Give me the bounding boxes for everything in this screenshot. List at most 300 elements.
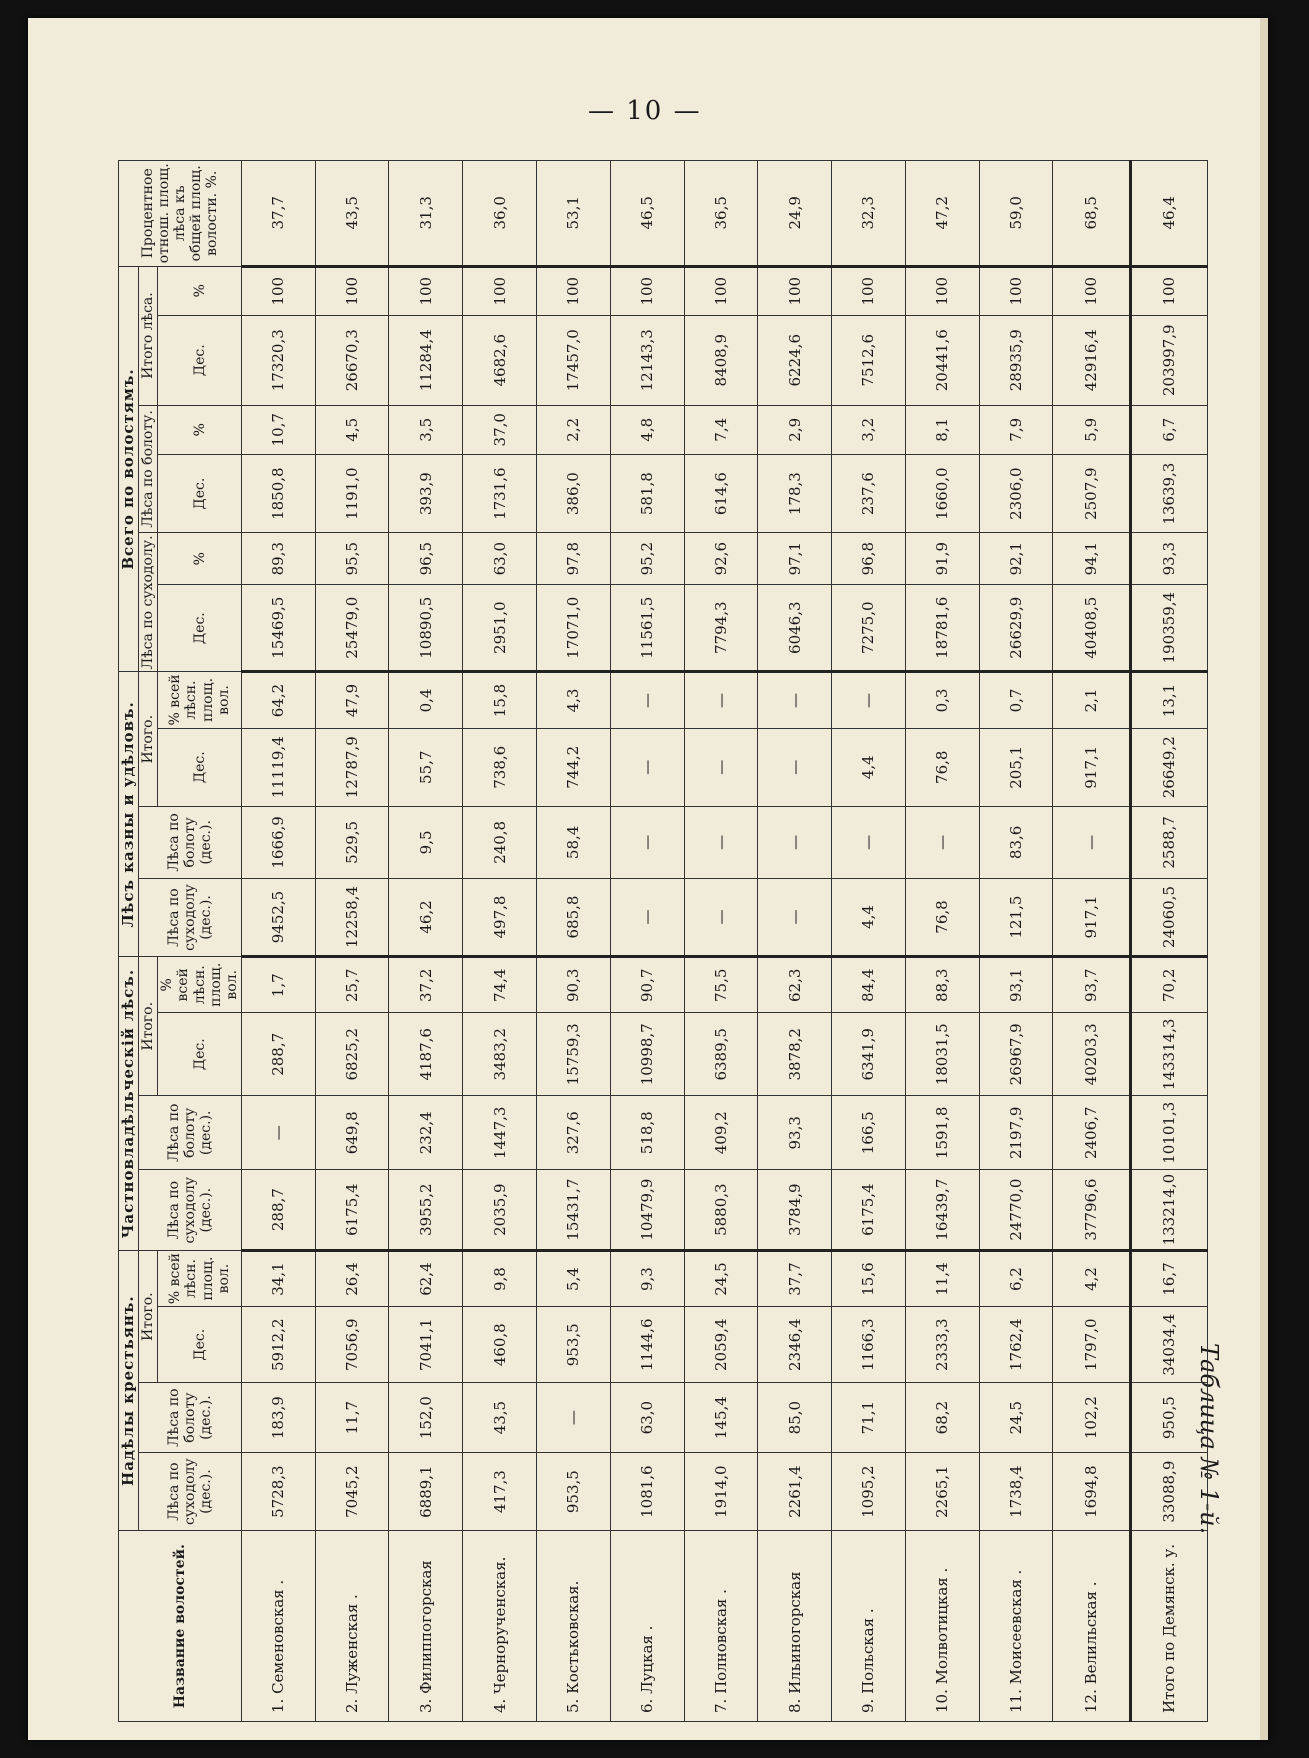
table-row — [610, 161, 684, 1722]
table-wrapper — [118, 160, 1208, 1722]
table-cell: 55,7 — [389, 728, 463, 806]
table-cell: 7045,2 — [315, 1452, 389, 1530]
table-cell: 8,1 — [905, 405, 979, 454]
table-cell: 3955,2 — [389, 1170, 463, 1251]
table-cell: 178,3 — [758, 454, 832, 532]
table-cell: 100 — [389, 266, 463, 315]
table-cell: 2197,9 — [979, 1096, 1053, 1170]
table-cell: 10,7 — [241, 405, 315, 454]
table-cell: 409,2 — [684, 1096, 758, 1170]
table-cell: 91,9 — [905, 533, 979, 585]
table-cell: 97,8 — [536, 533, 610, 585]
table-cell: 7275,0 — [832, 584, 906, 671]
table-cell: 386,0 — [536, 454, 610, 532]
table-cell: 1591,8 — [905, 1096, 979, 1170]
table-cell: 529,5 — [315, 807, 389, 879]
table-cell: 4,4 — [832, 728, 906, 806]
table-cell: 32,3 — [832, 161, 906, 267]
table-cell: 13639,3 — [1130, 454, 1207, 532]
table-cell: 37,2 — [389, 957, 463, 1013]
table-cell: 1144,6 — [610, 1307, 684, 1383]
table-cell: 25,7 — [315, 957, 389, 1013]
table-cell: 42916,4 — [1053, 315, 1130, 405]
table-cell: 36,5 — [684, 161, 758, 267]
table-cell: 24,9 — [758, 161, 832, 267]
table-cell: 47,2 — [905, 161, 979, 267]
table-cell: 26967,9 — [979, 1013, 1053, 1096]
table-cell: 37,7 — [241, 161, 315, 267]
table-cell: 2588,7 — [1130, 807, 1207, 879]
volost-name: 2. Луженская . — [315, 1531, 389, 1722]
rotated-table — [118, 160, 1208, 1722]
table-cell: 4682,6 — [463, 315, 537, 405]
table-cell: 24,5 — [684, 1251, 758, 1307]
table-cell: — — [684, 807, 758, 879]
group-total: Всего по волостямъ. — [119, 266, 139, 672]
page-number: — 10 — — [588, 96, 702, 126]
table-cell: 183,9 — [241, 1383, 315, 1453]
table-cell: 288,7 — [241, 1170, 315, 1251]
table-cell: 36,0 — [463, 161, 537, 267]
page-edge — [1260, 18, 1268, 1740]
table-cell: 3,2 — [832, 405, 906, 454]
group-state: Лѣсъ казны и удѣловъ. — [119, 672, 139, 957]
table-cell: 93,3 — [1130, 533, 1207, 585]
table-cell: 68,5 — [1053, 161, 1130, 267]
table-cell: 0,3 — [905, 672, 979, 728]
table-cell: 96,5 — [389, 533, 463, 585]
table-cell: 9,5 — [389, 807, 463, 879]
table-cell: 34034,4 — [1130, 1307, 1207, 1383]
table-cell: 237,6 — [832, 454, 906, 532]
table-cell: 68,2 — [905, 1383, 979, 1453]
table-cell: 649,8 — [315, 1096, 389, 1170]
table-cell: 5,9 — [1053, 405, 1130, 454]
h-dry: Лѣса по суходолу (дес.). — [139, 1452, 242, 1530]
table-cell: 13,1 — [1130, 672, 1207, 728]
h-des: Дес. — [158, 1307, 241, 1383]
table-cell: 5,4 — [536, 1251, 610, 1307]
table-cell: 100 — [241, 266, 315, 315]
table-cell: 40408,5 — [1053, 584, 1130, 671]
table-cell: 26629,9 — [979, 584, 1053, 671]
table-cell: 1191,0 — [315, 454, 389, 532]
table-cell: 92,1 — [979, 533, 1053, 585]
table-cell: 9452,5 — [241, 878, 315, 956]
h-itogo: Итого. — [139, 957, 158, 1096]
table-cell: 6,2 — [979, 1251, 1053, 1307]
table-cell: 43,5 — [463, 1383, 537, 1453]
table-cell: 2,1 — [1053, 672, 1130, 728]
table-cell: — — [241, 1096, 315, 1170]
table-cell: 166,5 — [832, 1096, 906, 1170]
table-row — [389, 161, 463, 1722]
header-name: Название волостей. — [119, 1531, 242, 1722]
table-cell: 6,7 — [1130, 405, 1207, 454]
table-cell: — — [1053, 807, 1130, 879]
table-row — [241, 161, 315, 1722]
table-cell: 1447,3 — [463, 1096, 537, 1170]
table-cell: 18781,6 — [905, 584, 979, 671]
table-cell: 4,4 — [832, 878, 906, 956]
table-cell: 4,3 — [536, 672, 610, 728]
table-cell: 12258,4 — [315, 878, 389, 956]
table-cell: 953,5 — [536, 1307, 610, 1383]
table-cell: 744,2 — [536, 728, 610, 806]
table-cell: 100 — [758, 266, 832, 315]
table-cell: 6389,5 — [684, 1013, 758, 1096]
table-cell: 950,5 — [1130, 1383, 1207, 1453]
table-cell: 143314,3 — [1130, 1013, 1207, 1096]
table-cell: 62,4 — [389, 1251, 463, 1307]
volost-name: 1. Семеновская . — [241, 1531, 315, 1722]
table-cell: 12143,3 — [610, 315, 684, 405]
table-cell: 17457,0 — [536, 315, 610, 405]
h-all-dry: Лѣса по суходолу. — [139, 533, 158, 672]
table-cell: 460,8 — [463, 1307, 537, 1383]
volost-name: 6. Луцкая . — [610, 1531, 684, 1722]
table-cell: 6224,6 — [758, 315, 832, 405]
table-cell: 12787,9 — [315, 728, 389, 806]
table-cell: 1797,0 — [1053, 1307, 1130, 1383]
total-row — [1130, 161, 1207, 1722]
h-itogo: Итого. — [139, 672, 158, 807]
table-cell: — — [684, 672, 758, 728]
table-cell: 6341,9 — [832, 1013, 906, 1096]
table-cell: — — [684, 728, 758, 806]
table-cell: 232,4 — [389, 1096, 463, 1170]
table-cell: 25479,0 — [315, 584, 389, 671]
table-cell: 43,5 — [315, 161, 389, 267]
table-cell: 15759,3 — [536, 1013, 610, 1096]
table-cell: 83,6 — [979, 807, 1053, 879]
table-cell: 7512,6 — [832, 315, 906, 405]
volost-name: 9. Польская . — [832, 1531, 906, 1722]
table-row — [315, 161, 389, 1722]
table-cell: — — [610, 728, 684, 806]
table-cell: 93,7 — [1053, 957, 1130, 1013]
volost-name: 4. Чернорученская. — [463, 1531, 537, 1722]
table-cell: 133214,0 — [1130, 1170, 1207, 1251]
table-cell: — — [758, 878, 832, 956]
volost-name: 3. Филиппогорская — [389, 1531, 463, 1722]
table-cell: 24060,5 — [1130, 878, 1207, 956]
table-cell: 327,6 — [536, 1096, 610, 1170]
table-cell: 121,5 — [979, 878, 1053, 956]
table-cell: 17071,0 — [536, 584, 610, 671]
table-cell: 6046,3 — [758, 584, 832, 671]
table-cell: 10479,9 — [610, 1170, 684, 1251]
table-cell: — — [832, 672, 906, 728]
table-cell: 11,7 — [315, 1383, 389, 1453]
table-cell: 4,8 — [610, 405, 684, 454]
table-cell: 102,2 — [1053, 1383, 1130, 1453]
table-cell: 11,4 — [905, 1251, 979, 1307]
table-cell: 240,8 — [463, 807, 537, 879]
table-cell: 100 — [610, 266, 684, 315]
table-cell: 74,4 — [463, 957, 537, 1013]
table-cell: 581,8 — [610, 454, 684, 532]
table-cell: 0,4 — [389, 672, 463, 728]
table-cell: — — [758, 728, 832, 806]
table-cell: 953,5 — [536, 1452, 610, 1530]
table-cell: 8408,9 — [684, 315, 758, 405]
table-title: Таблица № 1-й. — [1195, 1343, 1223, 1535]
table-cell: 1738,4 — [979, 1452, 1053, 1530]
h-pct: % всей лѣсн. площ. вол. — [158, 957, 241, 1013]
table-cell: 203997,9 — [1130, 315, 1207, 405]
table-cell: 1166,3 — [832, 1307, 906, 1383]
table-cell: 16439,7 — [905, 1170, 979, 1251]
table-cell: 2,9 — [758, 405, 832, 454]
table-cell: 70,2 — [1130, 957, 1207, 1013]
h-dry: Лѣса по суходолу (дес.). — [139, 1170, 242, 1251]
h-dry: Лѣса по суходолу (дес.). — [139, 878, 242, 956]
volost-name: 12. Велильская . — [1053, 1531, 1130, 1722]
table-cell: 614,6 — [684, 454, 758, 532]
table-cell: 7041,1 — [389, 1307, 463, 1383]
table-cell: 46,5 — [610, 161, 684, 267]
table-cell: 96,8 — [832, 533, 906, 585]
table-cell: 738,6 — [463, 728, 537, 806]
table-cell: 5912,2 — [241, 1307, 315, 1383]
table-cell: 152,0 — [389, 1383, 463, 1453]
table-cell: 205,1 — [979, 728, 1053, 806]
table-cell: 2261,4 — [758, 1452, 832, 1530]
table-cell: — — [610, 878, 684, 956]
table-cell: 26649,2 — [1130, 728, 1207, 806]
table-cell: 17320,3 — [241, 315, 315, 405]
table-row — [536, 161, 610, 1722]
table-cell: 47,9 — [315, 672, 389, 728]
table-cell: 37,0 — [463, 405, 537, 454]
table-cell: 917,1 — [1053, 878, 1130, 956]
table-cell: 46,4 — [1130, 161, 1207, 267]
table-cell: 3784,9 — [758, 1170, 832, 1251]
table-row — [758, 161, 832, 1722]
table-cell: 94,1 — [1053, 533, 1130, 585]
table-cell: — — [684, 878, 758, 956]
table-row — [832, 161, 906, 1722]
table-cell: 10101,3 — [1130, 1096, 1207, 1170]
table-cell: 24,5 — [979, 1383, 1053, 1453]
table-cell: 3483,2 — [463, 1013, 537, 1096]
table-cell: 3,5 — [389, 405, 463, 454]
volost-name: 11. Моисеевская . — [979, 1531, 1053, 1722]
table-cell: 7,4 — [684, 405, 758, 454]
table-cell: — — [758, 807, 832, 879]
table-cell: 2346,4 — [758, 1307, 832, 1383]
table-cell: 100 — [536, 266, 610, 315]
table-cell: 31,3 — [389, 161, 463, 267]
table-cell: 95,5 — [315, 533, 389, 585]
volost-name: Итого по Демянск. у. — [1130, 1531, 1207, 1722]
table-cell: 11119,4 — [241, 728, 315, 806]
table-cell: 90,7 — [610, 957, 684, 1013]
table-cell: 4,5 — [315, 405, 389, 454]
table-row — [979, 161, 1053, 1722]
table-cell: 28935,9 — [979, 315, 1053, 405]
table-cell: 100 — [315, 266, 389, 315]
table-cell: 6175,4 — [832, 1170, 906, 1251]
table-cell: 518,8 — [610, 1096, 684, 1170]
table-cell: 100 — [1053, 266, 1130, 315]
table-cell: 100 — [684, 266, 758, 315]
table-cell: 64,2 — [241, 672, 315, 728]
table-cell: 37796,6 — [1053, 1170, 1130, 1251]
table-cell: 1762,4 — [979, 1307, 1053, 1383]
table-cell: 3878,2 — [758, 1013, 832, 1096]
table-cell: 15,6 — [832, 1251, 906, 1307]
table-row — [1053, 161, 1130, 1722]
table-cell: 92,6 — [684, 533, 758, 585]
table-cell: 497,8 — [463, 878, 537, 956]
h-all-swamp: Лѣса по болоту. — [139, 405, 158, 533]
table-cell: 1914,0 — [684, 1452, 758, 1530]
table-cell: 88,3 — [905, 957, 979, 1013]
h-swamp: Лѣса по болоту (дес.). — [139, 807, 242, 879]
table-cell: 26670,3 — [315, 315, 389, 405]
table-cell: 2951,0 — [463, 584, 537, 671]
volost-name: 5. Костьковская. — [536, 1531, 610, 1722]
table-cell: 100 — [832, 266, 906, 315]
table-cell: 2,2 — [536, 405, 610, 454]
table-cell: 58,4 — [536, 807, 610, 879]
h-des: Дес. — [158, 454, 241, 532]
table-cell: 63,0 — [463, 533, 537, 585]
table-cell: 37,7 — [758, 1251, 832, 1307]
table-cell: 93,1 — [979, 957, 1053, 1013]
table-cell: 2306,0 — [979, 454, 1053, 532]
table-cell: 10998,7 — [610, 1013, 684, 1096]
table-cell: 7056,9 — [315, 1307, 389, 1383]
table-cell: 9,3 — [610, 1251, 684, 1307]
table-cell: 7794,3 — [684, 584, 758, 671]
table-row — [684, 161, 758, 1722]
table-cell: 95,2 — [610, 533, 684, 585]
table-cell: 62,3 — [758, 957, 832, 1013]
table-cell: 4,2 — [1053, 1251, 1130, 1307]
table-cell: 11561,5 — [610, 584, 684, 671]
h-pct: % всей лѣсн. площ. вол. — [158, 1251, 241, 1307]
table-cell: 5728,3 — [241, 1452, 315, 1530]
table-cell: 34,1 — [241, 1251, 315, 1307]
table-cell: — — [610, 672, 684, 728]
table-cell: 90,3 — [536, 957, 610, 1013]
table-cell: 6825,2 — [315, 1013, 389, 1096]
table-cell: 5880,3 — [684, 1170, 758, 1251]
h-itogo: Итого. — [139, 1251, 158, 1383]
table-cell: 93,3 — [758, 1096, 832, 1170]
table-cell: 75,5 — [684, 957, 758, 1013]
h-all-total: Итого лѣса. — [139, 266, 158, 405]
table-cell: 417,3 — [463, 1452, 537, 1530]
table-cell: 1731,6 — [463, 454, 537, 532]
table-cell: 2507,9 — [1053, 454, 1130, 532]
table-cell: — — [758, 672, 832, 728]
table-cell: 100 — [463, 266, 537, 315]
table-cell: 85,0 — [758, 1383, 832, 1453]
table-cell: — — [610, 807, 684, 879]
table-cell: 40203,3 — [1053, 1013, 1130, 1096]
group-peasants: Надѣлы крестьянъ. — [119, 1251, 139, 1531]
table-cell: 4187,6 — [389, 1013, 463, 1096]
table-row — [463, 161, 537, 1722]
table-body — [241, 161, 1207, 1722]
table-cell: 145,4 — [684, 1383, 758, 1453]
h-des: Дес. — [158, 584, 241, 671]
table-cell: 1081,6 — [610, 1452, 684, 1530]
table-cell: 1095,2 — [832, 1452, 906, 1530]
table-cell: 917,1 — [1053, 728, 1130, 806]
table-cell: — — [905, 807, 979, 879]
table-cell: 15431,7 — [536, 1170, 610, 1251]
table-cell: 33088,9 — [1130, 1452, 1207, 1530]
table-cell: 24770,0 — [979, 1170, 1053, 1251]
h-pct: % — [158, 405, 241, 454]
table-cell: 100 — [979, 266, 1053, 315]
table-cell: 2059,4 — [684, 1307, 758, 1383]
table-cell: 20441,6 — [905, 315, 979, 405]
h-des: Дес. — [158, 728, 241, 806]
table-cell: 10890,5 — [389, 584, 463, 671]
table-cell: 15469,5 — [241, 584, 315, 671]
table-cell: 84,4 — [832, 957, 906, 1013]
table-cell: 1694,8 — [1053, 1452, 1130, 1530]
table-cell: 46,2 — [389, 878, 463, 956]
table-cell: 1660,0 — [905, 454, 979, 532]
group-private: Частновладѣльческiй лѣсъ. — [119, 957, 139, 1251]
forest-table — [118, 160, 1208, 1722]
table-cell: 190359,4 — [1130, 584, 1207, 671]
table-cell: 11284,4 — [389, 315, 463, 405]
table-cell: 7,9 — [979, 405, 1053, 454]
h-swamp: Лѣса по болоту (дес.). — [139, 1096, 242, 1170]
table-cell: 288,7 — [241, 1013, 315, 1096]
table-row — [905, 161, 979, 1722]
h-des: Дес. — [158, 1013, 241, 1096]
table-cell: 6175,4 — [315, 1170, 389, 1251]
table-cell: 2406,7 — [1053, 1096, 1130, 1170]
table-cell: 59,0 — [979, 161, 1053, 267]
volost-name: 8. Ильиногорская — [758, 1531, 832, 1722]
table-cell: 15,8 — [463, 672, 537, 728]
table-cell: 0,7 — [979, 672, 1053, 728]
table-cell: 6889,1 — [389, 1452, 463, 1530]
table-cell: 9,8 — [463, 1251, 537, 1307]
h-pct: % всей лѣсн. площ. вол. — [158, 672, 241, 728]
table-cell: 63,0 — [610, 1383, 684, 1453]
h-des: Дес. — [158, 315, 241, 405]
table-cell: 97,1 — [758, 533, 832, 585]
table-cell: 71,1 — [832, 1383, 906, 1453]
table-cell: 26,4 — [315, 1251, 389, 1307]
table-cell: 100 — [905, 266, 979, 315]
table-cell: 1,7 — [241, 957, 315, 1013]
document-page — [28, 18, 1268, 1740]
h-swamp: Лѣса по болоту (дес.). — [139, 1383, 242, 1453]
table-cell: 1666,9 — [241, 807, 315, 879]
table-cell: 89,3 — [241, 533, 315, 585]
header-percent: Процентное отнош. площ. лѣса къ общей площ. волости. %. — [119, 161, 242, 267]
h-pct: % — [158, 266, 241, 315]
table-cell: — — [536, 1383, 610, 1453]
table-cell: 2265,1 — [905, 1452, 979, 1530]
table-cell: 393,9 — [389, 454, 463, 532]
table-cell: 100 — [1130, 266, 1207, 315]
table-cell: 685,8 — [536, 878, 610, 956]
volost-name: 10. Молвотицкая . — [905, 1531, 979, 1722]
